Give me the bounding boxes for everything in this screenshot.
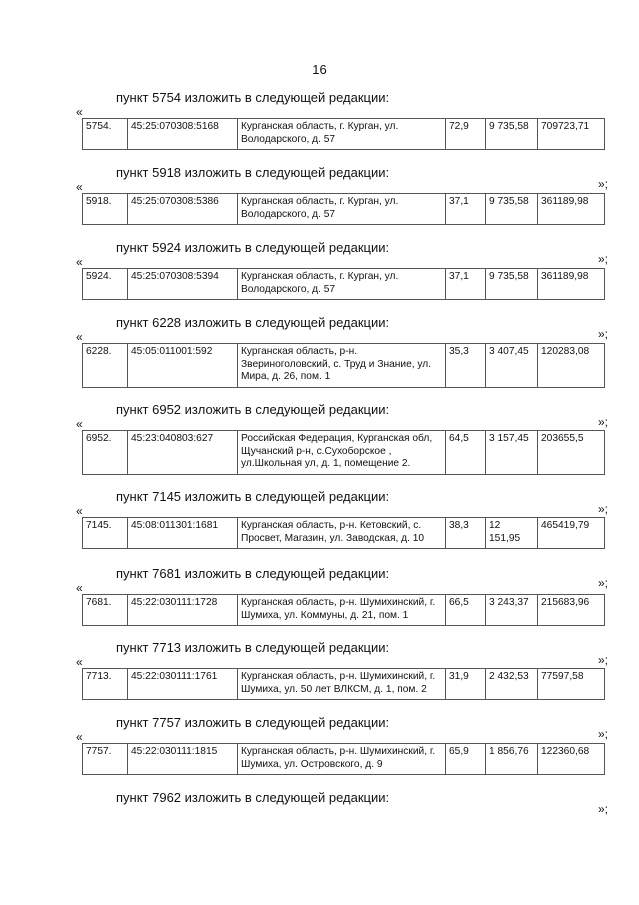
rate: 3 407,45 [486, 344, 538, 388]
amendment-heading: пункт 7145 изложить в следующей редакции: [116, 489, 390, 504]
rate: 1 856,76 [486, 744, 538, 775]
cadastral-number: 45:22:030111:1728 [128, 595, 238, 626]
rate: 12 151,95 [486, 518, 538, 549]
item-number: 6952. [83, 431, 128, 475]
item-number: 7681. [83, 595, 128, 626]
address: Курганская область, г. Курган, ул. Володарского, д. 57 [238, 194, 446, 225]
cadastral-number: 45:22:030111:1761 [128, 669, 238, 700]
cadastral-value: 361189,98 [538, 269, 605, 300]
cadastral-value: 203655,5 [538, 431, 605, 475]
address: Курганская область, г. Курган, ул. Володарского, д. 57 [238, 269, 446, 300]
area: 31,9 [446, 669, 486, 700]
cadastral-value: 77597,58 [538, 669, 605, 700]
item-number: 7757. [83, 744, 128, 775]
address: Курганская область, р-н. Шумихинский, г. Шумиха, ул. 50 лет ВЛКСМ, д. 1, пом. 2 [238, 669, 446, 700]
area: 72,9 [446, 119, 486, 150]
item-number: 7713. [83, 669, 128, 700]
cadastral-value: 120283,08 [538, 344, 605, 388]
table-row [82, 193, 605, 225]
cadastral-value: 122360,68 [538, 744, 605, 775]
rate: 3 243,37 [486, 595, 538, 626]
closing-quote: »; [597, 415, 608, 429]
amendment-heading: пункт 7713 изложить в следующей редакции: [116, 640, 390, 655]
item-number: 5754. [83, 119, 128, 150]
amendment-heading: пункт 7681 изложить в следующей редакции: [116, 566, 390, 581]
amendment-heading: пункт 5924 изложить в следующей редакции: [116, 240, 390, 255]
cadastral-value: 709723,71 [538, 119, 605, 150]
area: 38,3 [446, 518, 486, 549]
closing-quote: »; [597, 802, 608, 816]
amendment-heading: пункт 5754 изложить в следующей редакции: [116, 90, 390, 105]
opening-quote: « [76, 581, 83, 595]
amendment-heading: пункт 6228 изложить в следующей редакции: [116, 315, 390, 330]
cadastral-value: 215683,96 [538, 595, 605, 626]
address: Курганская область, г. Курган, ул. Володарского, д. 57 [238, 119, 446, 150]
area: 35,3 [446, 344, 486, 388]
final-heading: пункт 7962 изложить в следующей редакции: [116, 790, 390, 805]
item-number: 5918. [83, 194, 128, 225]
table-row [82, 594, 605, 626]
opening-quote: « [76, 504, 83, 518]
table-row [82, 743, 605, 775]
table-row [82, 668, 605, 700]
address: Курганская область, р-н. Шумихинский, г. Шумиха, ул. Коммуны, д. 21, пом. 1 [238, 595, 446, 626]
opening-quote: « [76, 105, 83, 119]
closing-quote: »; [597, 576, 608, 590]
closing-quote: »; [597, 177, 608, 191]
address: Курганская область, р-н. Звериноголовский, с. Труд и Знание, ул. Мира, д. 26, пом. 1 [238, 344, 446, 388]
opening-quote: « [76, 730, 83, 744]
amendment-heading: пункт 7757 изложить в следующей редакции: [116, 715, 390, 730]
rate: 2 432,53 [486, 669, 538, 700]
closing-quote: »; [597, 502, 608, 516]
area: 37,1 [446, 194, 486, 225]
address: Курганская область, р-н. Шумихинский, г. Шумиха, ул. Островского, д. 9 [238, 744, 446, 775]
item-number: 7145. [83, 518, 128, 549]
closing-quote: »; [597, 327, 608, 341]
rate: 3 157,45 [486, 431, 538, 475]
rate: 9 735,58 [486, 194, 538, 225]
table-row [82, 430, 605, 475]
closing-quote: »; [597, 727, 608, 741]
amendment-heading: пункт 5918 изложить в следующей редакции: [116, 165, 390, 180]
table-row [82, 268, 605, 300]
table-row [82, 343, 605, 388]
opening-quote: « [76, 655, 83, 669]
item-number: 6228. [83, 344, 128, 388]
cadastral-number: 45:25:070308:5394 [128, 269, 238, 300]
area: 65,9 [446, 744, 486, 775]
table-row [82, 517, 605, 549]
rate: 9 735,58 [486, 269, 538, 300]
address: Курганская область, р-н. Кетовский, с. Просвет, Магазин, ул. Заводская, д. 10 [238, 518, 446, 549]
opening-quote: « [76, 330, 83, 344]
cadastral-number: 45:22:030111:1815 [128, 744, 238, 775]
area: 64,5 [446, 431, 486, 475]
cadastral-number: 45:05:011001:592 [128, 344, 238, 388]
cadastral-value: 361189,98 [538, 194, 605, 225]
cadastral-value: 465419,79 [538, 518, 605, 549]
cadastral-number: 45:25:070308:5168 [128, 119, 238, 150]
table-row [82, 118, 605, 150]
address: Российская Федерация, Курганская обл, Щучанский р-н, с.Сухоборское , ул.Школьная ул, д. 1, помещение 2. [238, 431, 446, 475]
cadastral-number: 45:08:011301:1681 [128, 518, 238, 549]
opening-quote: « [76, 417, 83, 431]
opening-quote: « [76, 180, 83, 194]
area: 66,5 [446, 595, 486, 626]
opening-quote: « [76, 255, 83, 269]
closing-quote: »; [597, 252, 608, 266]
rate: 9 735,58 [486, 119, 538, 150]
cadastral-number: 45:23:040803:627 [128, 431, 238, 475]
item-number: 5924. [83, 269, 128, 300]
area: 37,1 [446, 269, 486, 300]
amendment-heading: пункт 6952 изложить в следующей редакции: [116, 402, 390, 417]
page-number: 16 [312, 62, 327, 77]
closing-quote: »; [597, 653, 608, 667]
cadastral-number: 45:25:070308:5386 [128, 194, 238, 225]
